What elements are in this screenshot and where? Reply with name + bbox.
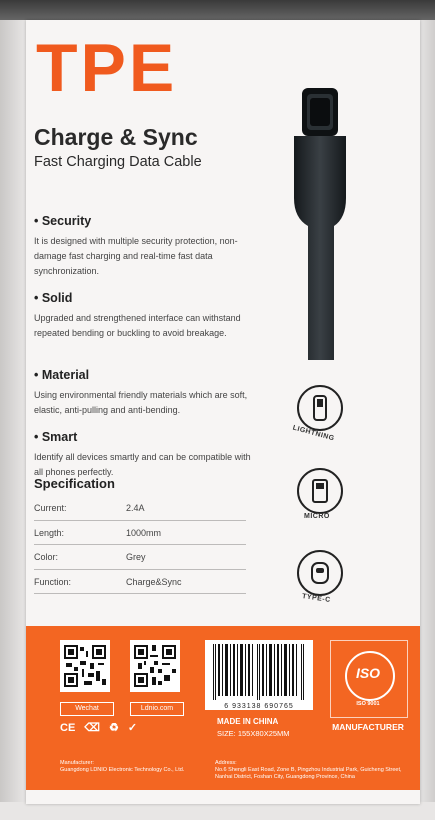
micro-connector-icon — [297, 468, 343, 514]
product-subtitle: Charge & Sync — [34, 124, 198, 150]
recycle-icon: ♻ — [108, 722, 119, 734]
feature-security — [34, 214, 254, 279]
barcode — [205, 640, 313, 710]
micro-label: MICRO — [304, 513, 330, 520]
feature-text: Upgraded and strengthened interface can withstand repeated bending or buckling to avoid breakage. — [34, 313, 241, 338]
manufacturer-badge: MANUFACTURER — [332, 722, 404, 732]
rohs-icon: ✓ — [127, 722, 138, 734]
type-c-label: TYPE-C — [301, 593, 332, 604]
lightning-label: LIGHTNING — [291, 424, 336, 443]
address-label: Address: — [215, 760, 237, 766]
feature-title: • Material — [34, 368, 90, 382]
feature-solid — [34, 291, 254, 341]
spec-value: 2.4A — [126, 503, 145, 513]
barcode-number: 6 933138 690765 — [224, 703, 294, 710]
feature-text: Identify all devices smartly and can be compatible with all phones perfectly. — [34, 452, 251, 477]
lightning-connector-icon — [297, 385, 343, 431]
made-in-label: MADE IN CHINA — [217, 717, 279, 726]
feature-text: Using environmental friendly materials which are soft, elastic, anti-pulling and anti-bending. — [34, 390, 248, 415]
manufacturer-block — [60, 760, 200, 774]
spec-row-length — [34, 521, 246, 546]
wechat-qr-code — [60, 640, 110, 692]
box-left-edge — [0, 20, 28, 820]
spec-key: Current: — [34, 503, 67, 513]
feature-title: • Security — [34, 214, 92, 228]
website-qr-code — [130, 640, 180, 692]
weee-bin-icon: ⌫ — [84, 722, 100, 734]
address-block — [215, 760, 405, 781]
spec-row-current — [34, 496, 246, 521]
package-size: SIZE: 155X80X25MM — [217, 729, 290, 738]
manufacturer-name: Guangdong LDNIO Electronic Technology Co., Ltd. — [60, 767, 185, 773]
specification-title: Specification — [34, 476, 115, 491]
spec-row-function — [34, 570, 246, 595]
spec-row-color — [34, 545, 246, 570]
feature-title: • Smart — [34, 430, 78, 444]
specification-table — [34, 496, 246, 594]
ce-mark-icon: CE — [60, 722, 76, 734]
spec-key: Function: — [34, 576, 72, 587]
address-text: No.6 Shengli East Road, Zone B, Pingzhou Industrial Park, Guicheng Street, Nanhai District, Foshan City, Guangdong Province, China — [215, 767, 402, 780]
product-description: Fast Charging Data Cable — [34, 154, 202, 170]
certification-marks — [60, 721, 190, 741]
feature-smart — [34, 430, 254, 480]
spec-value: Grey — [126, 552, 146, 562]
box-bottom-edge — [0, 802, 435, 820]
type-c-connector-icon — [297, 550, 343, 596]
box-top-edge — [0, 0, 435, 22]
spec-value: Charge&Sync — [126, 576, 182, 587]
feature-text: It is designed with multiple security protection, non-damage fast charging and real-time fast data synchronization. — [34, 236, 238, 276]
manufacturer-label: Manufacturer: — [60, 760, 94, 766]
brand-title: TPE — [36, 30, 178, 106]
iso-9001-label: ISO 9001 — [356, 701, 380, 707]
iso-text: ISO — [355, 665, 381, 681]
spec-value: 1000mm — [126, 527, 162, 538]
feature-material — [34, 368, 254, 418]
feature-title: • Solid — [34, 291, 73, 305]
spec-key: Length: — [34, 527, 65, 538]
wechat-label: Wechat — [60, 702, 114, 716]
usb-c-cable-image — [288, 88, 352, 360]
website-label: Ldnio.com — [130, 702, 184, 716]
spec-key: Color: — [34, 552, 59, 562]
